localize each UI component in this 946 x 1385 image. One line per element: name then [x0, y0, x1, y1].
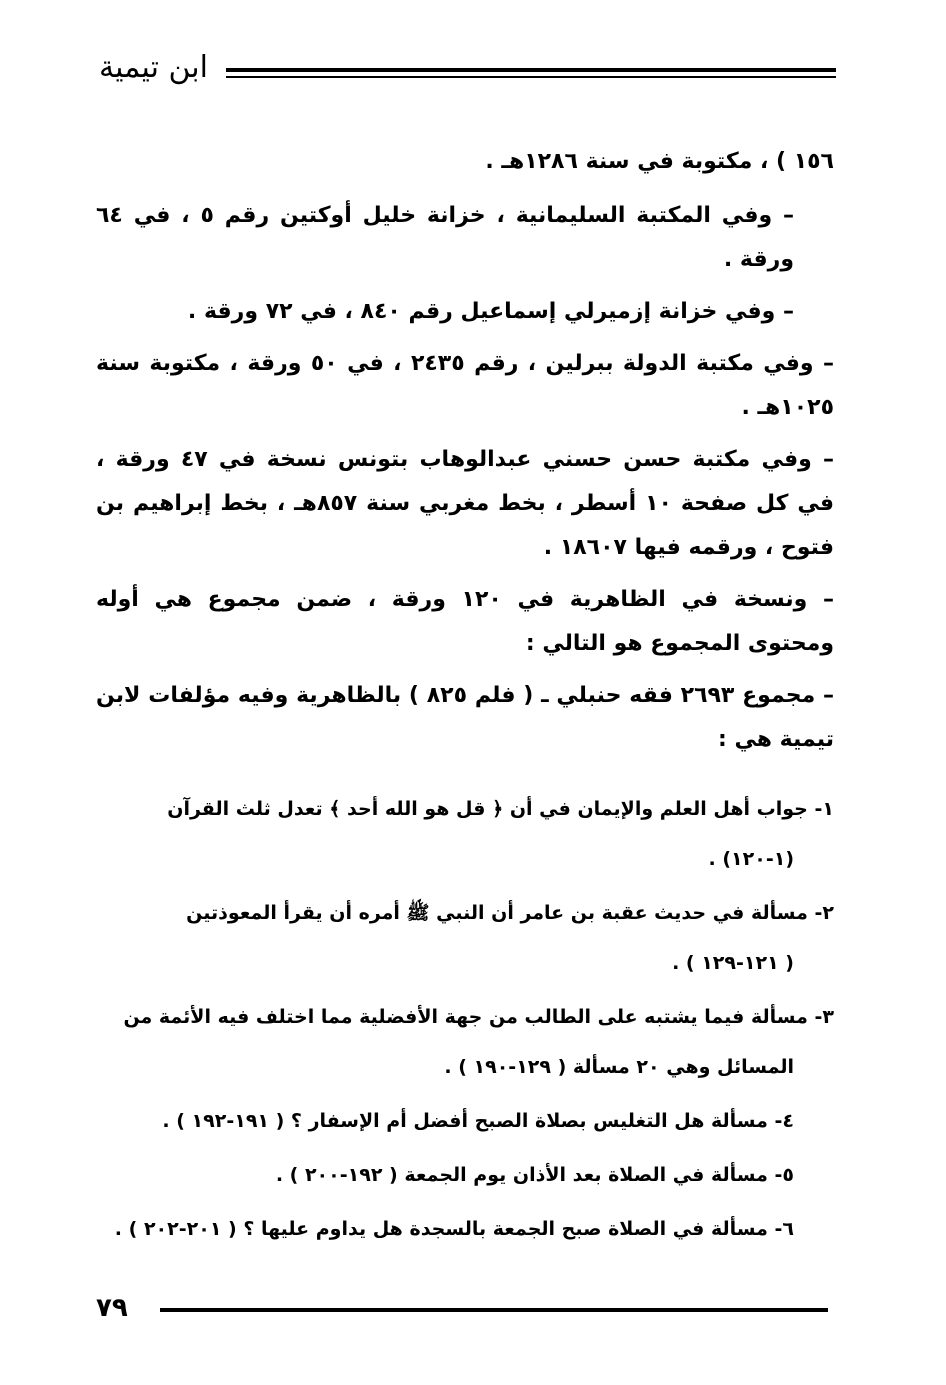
paragraph: ١٥٦ ) ، مكتوبة في سنة ١٢٨٦هـ . — [485, 149, 834, 174]
header-rule-thick — [226, 68, 836, 72]
manuscript-contents-list — [96, 784, 834, 1258]
list-item-text: مسألة في حديث عقبة بن عامر أن النبي ﷺ أمره أن يقرأ المعوذتين — [186, 902, 808, 924]
list-item-text: مسألة في الصلاة بعد الأذان يوم الجمعة ( ١٩٢-٢٠٠ ) . — [275, 1164, 768, 1186]
footer-rule — [160, 1308, 828, 1312]
list-item — [96, 1150, 834, 1204]
paragraph: – مجموع ٢٦٩٣ فقه حنبلي ـ ( فلم ٨٢٥ ) بالظاهرية وفيه مؤلفات لابن تيمية هي : — [96, 683, 834, 752]
running-header-title: ابن تيمية — [99, 50, 208, 85]
list-item-text: مسألة هل التغليس بصلاة الصبح أفضل أم الإسفار ؟ ( ١٩١-١٩٢ ) . — [162, 1110, 768, 1132]
list-item-text: جواب أهل العلم والإيمان في أن ﴿ قل هو الله أحد ﴾ تعدل ثلث القرآن — [167, 798, 808, 820]
paragraph: – وفي خزانة إزميرلي إسماعيل رقم ٨٤٠ ، في ٧٢ ورقة . — [187, 299, 794, 324]
list-item — [96, 1204, 834, 1258]
paragraph: – وفي مكتبة الدولة ببرلين ، رقم ٢٤٣٥ ، في ٥٠ ورقة ، مكتوبة سنة ١٠٢٥هـ . — [96, 351, 834, 420]
list-item — [96, 992, 834, 1096]
main-text — [96, 140, 834, 1258]
list-item-number: ١- — [814, 798, 834, 820]
list-item-number: ٣- — [814, 1006, 834, 1028]
page-number: ٧٩ — [96, 1293, 128, 1323]
list-item — [96, 1096, 834, 1150]
list-item-continuation: ( ١٢١-١٢٩ ) . — [672, 952, 794, 974]
list-item-text: مسألة فيما يشتبه على الطالب من جهة الأفضلية مما اختلف فيه الأئمة من — [123, 1006, 808, 1028]
list-item-text: مسألة في الصلاة صبح الجمعة بالسجدة هل يداوم عليها ؟ ( ٢٠١-٢٠٢ ) . — [114, 1218, 768, 1240]
list-item-continuation: (١-١٢٠) . — [708, 848, 794, 870]
paragraph: – وفي مكتبة حسن حسني عبدالوهاب بتونس نسخة في ٤٧ ورقة ، في كل صفحة ١٠ أسطر ، بخط مغربي سنة ٨٥٧هـ ، بخط إبراهيم بن فتوح ، ورقمه فيها ١٨٦٠٧ . — [96, 447, 834, 560]
header-rule-thin — [226, 76, 836, 78]
list-item-number: ٢- — [814, 902, 834, 924]
list-item-continuation: المسائل وهي ٢٠ مسألة ( ١٢٩-١٩٠ ) . — [444, 1056, 794, 1078]
list-item-number: ٥- — [774, 1164, 794, 1186]
paragraph: – وفي المكتبة السليمانية ، خزانة خليل أوكتين رقم ٥ ، في ٦٤ ورقة . — [96, 203, 795, 272]
list-item-number: ٤- — [774, 1110, 794, 1132]
list-item-number: ٦- — [774, 1218, 794, 1240]
paragraph: – ونسخة في الظاهرية في ١٢٠ ورقة ، ضمن مجموع هي أوله ومحتوى المجموع هو التالي : — [96, 587, 834, 656]
list-item — [96, 784, 834, 888]
list-item — [96, 888, 834, 992]
